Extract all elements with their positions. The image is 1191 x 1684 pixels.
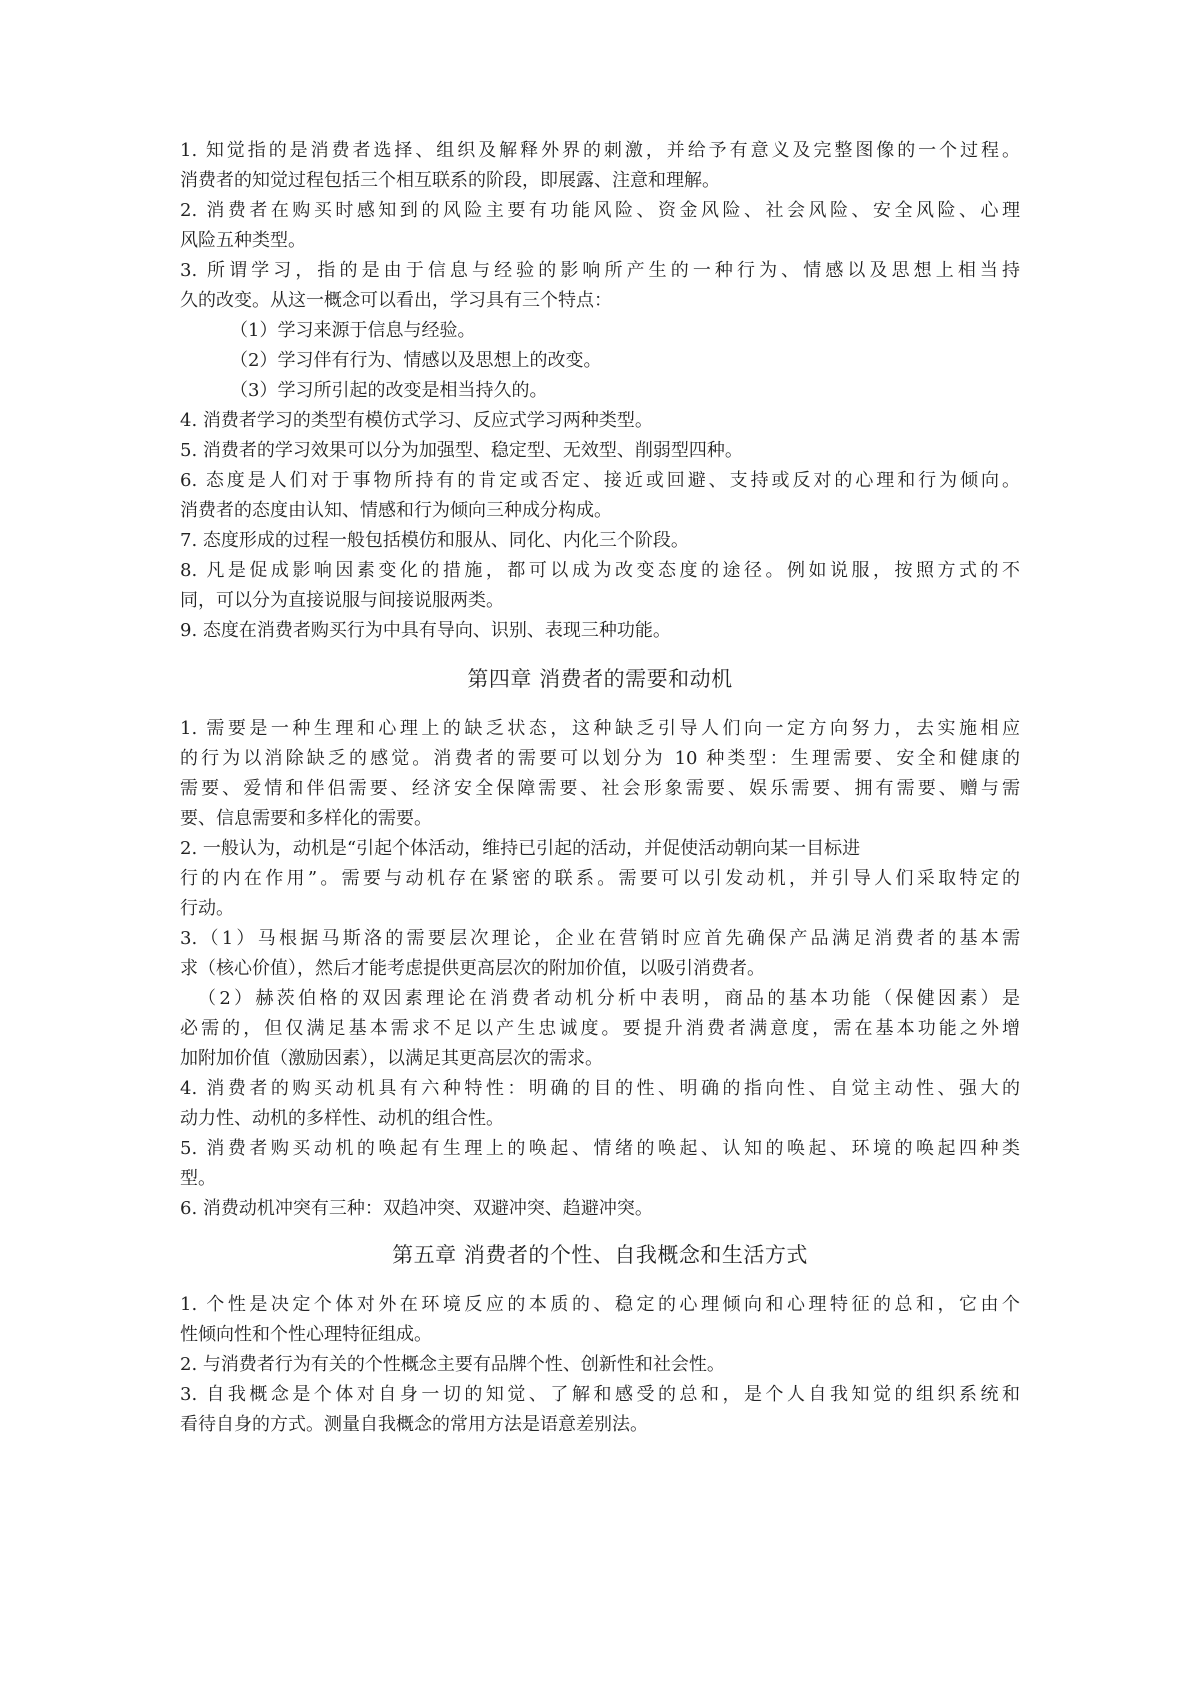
- text-line: 1. 知觉指的是消费者选择、组织及解释外界的刺激，并给予有意义及完整图像的一个过程。: [180, 140, 1020, 161]
- text-line: 加附加价值（激励因素），以满足其更高层次的需求。: [180, 1048, 603, 1069]
- text-line: 2. 一般认为，动机是“引起个体活动，维持已引起的活动，并促使活动朝向某一目标进: [180, 838, 861, 859]
- text-line: 1. 个性是决定个体对外在环境反应的本质的、稳定的心理倾向和心理特征的总和，它由个: [180, 1294, 1020, 1315]
- text-line: （3）学习所引起的改变是相当持久的。: [230, 380, 548, 401]
- text-line: 需要、爱情和伴侣需要、经济安全保障需要、社会形象需要、娱乐需要、拥有需要、赠与需: [180, 778, 1020, 799]
- text-line: 看待自身的方式。测量自我概念的常用方法是语意差别法。: [180, 1414, 648, 1435]
- text-line: 5. 消费者购买动机的唤起有生理上的唤起、情绪的唤起、认知的唤起、环境的唤起四种类: [180, 1138, 1020, 1159]
- text-line: 3. 所谓学习，指的是由于信息与经验的影响所产生的一种行为、情感以及思想上相当持: [180, 260, 1020, 281]
- text-line: 8. 凡是促成影响因素变化的措施，都可以成为改变态度的途径。例如说服，按照方式的不: [180, 560, 1020, 581]
- text-line: 久的改变。从这一概念可以看出，学习具有三个特点：: [180, 290, 612, 311]
- text-line: 2. 消费者在购买时感知到的风险主要有功能风险、资金风险、社会风险、安全风险、心理: [180, 200, 1020, 221]
- text-line: 性倾向性和个性心理特征组成。: [180, 1324, 432, 1345]
- text-line: 6. 态度是人们对于事物所持有的肯定或否定、接近或回避、支持或反对的心理和行为倾向。: [180, 470, 1020, 491]
- chapter-heading: 第五章 消费者的个性、自我概念和生活方式: [392, 1243, 808, 1267]
- text-line: （1）学习来源于信息与经验。: [230, 320, 476, 341]
- text-line: 4. 消费者的购买动机具有六种特性：明确的目的性、明确的指向性、自觉主动性、强大的: [180, 1078, 1020, 1099]
- text-line: 风险五种类型。: [180, 230, 306, 251]
- text-line: 动力性、动机的多样性、动机的组合性。: [180, 1108, 504, 1129]
- text-line: （2）学习伴有行为、情感以及思想上的改变。: [230, 350, 602, 371]
- text-line: 要、信息需要和多样化的需要。: [180, 808, 432, 829]
- text-line: 必需的，但仅满足基本需求不足以产生忠诚度。要提升消费者满意度，需在基本功能之外增: [180, 1018, 1020, 1039]
- text-line: 3. 自我概念是个体对自身一切的知觉、了解和感受的总和，是个人自我知觉的组织系统和: [180, 1384, 1020, 1405]
- text-line: 消费者的知觉过程包括三个相互联系的阶段，即展露、注意和理解。: [180, 170, 720, 191]
- text-line: 4. 消费者学习的类型有模仿式学习、反应式学习两种类型。: [180, 410, 653, 431]
- text-line: 行动。: [180, 898, 234, 919]
- text-line: 的行为以消除缺乏的感觉。消费者的需要可以划分为 10 种类型：生理需要、安全和健康的: [180, 748, 1020, 769]
- text-line: 2. 与消费者行为有关的个性概念主要有品牌个性、创新性和社会性。: [180, 1354, 725, 1375]
- text-line: 行的内在作用”。需要与动机存在紧密的联系。需要可以引发动机，并引导人们采取特定的: [180, 868, 1020, 889]
- chapter-heading: 第四章 消费者的需要和动机: [467, 667, 733, 691]
- text-line: 1. 需要是一种生理和心理上的缺乏状态，这种缺乏引导人们向一定方向努力，去实施相应: [180, 718, 1020, 739]
- text-line: 5. 消费者的学习效果可以分为加强型、稳定型、无效型、削弱型四种。: [180, 440, 743, 461]
- text-line: （2）赫茨伯格的双因素理论在消费者动机分析中表明，商品的基本功能（保健因素）是: [198, 988, 1020, 1009]
- text-line: 6. 消费动机冲突有三种：双趋冲突、双避冲突、趋避冲突。: [180, 1198, 653, 1219]
- text-line: 同，可以分为直接说服与间接说服两类。: [180, 590, 504, 611]
- text-line: 9. 态度在消费者购买行为中具有导向、识别、表现三种功能。: [180, 620, 671, 641]
- text-line: 3.（1）马根据马斯洛的需要层次理论，企业在营销时应首先确保产品满足消费者的基本需: [180, 928, 1020, 949]
- text-line: 7. 态度形成的过程一般包括模仿和服从、同化、内化三个阶段。: [180, 530, 689, 551]
- text-line: 消费者的态度由认知、情感和行为倾向三种成分构成。: [180, 500, 612, 521]
- text-line: 型。: [180, 1168, 216, 1189]
- text-line: 求（核心价值），然后才能考虑提供更高层次的附加价值，以吸引消费者。: [180, 958, 765, 979]
